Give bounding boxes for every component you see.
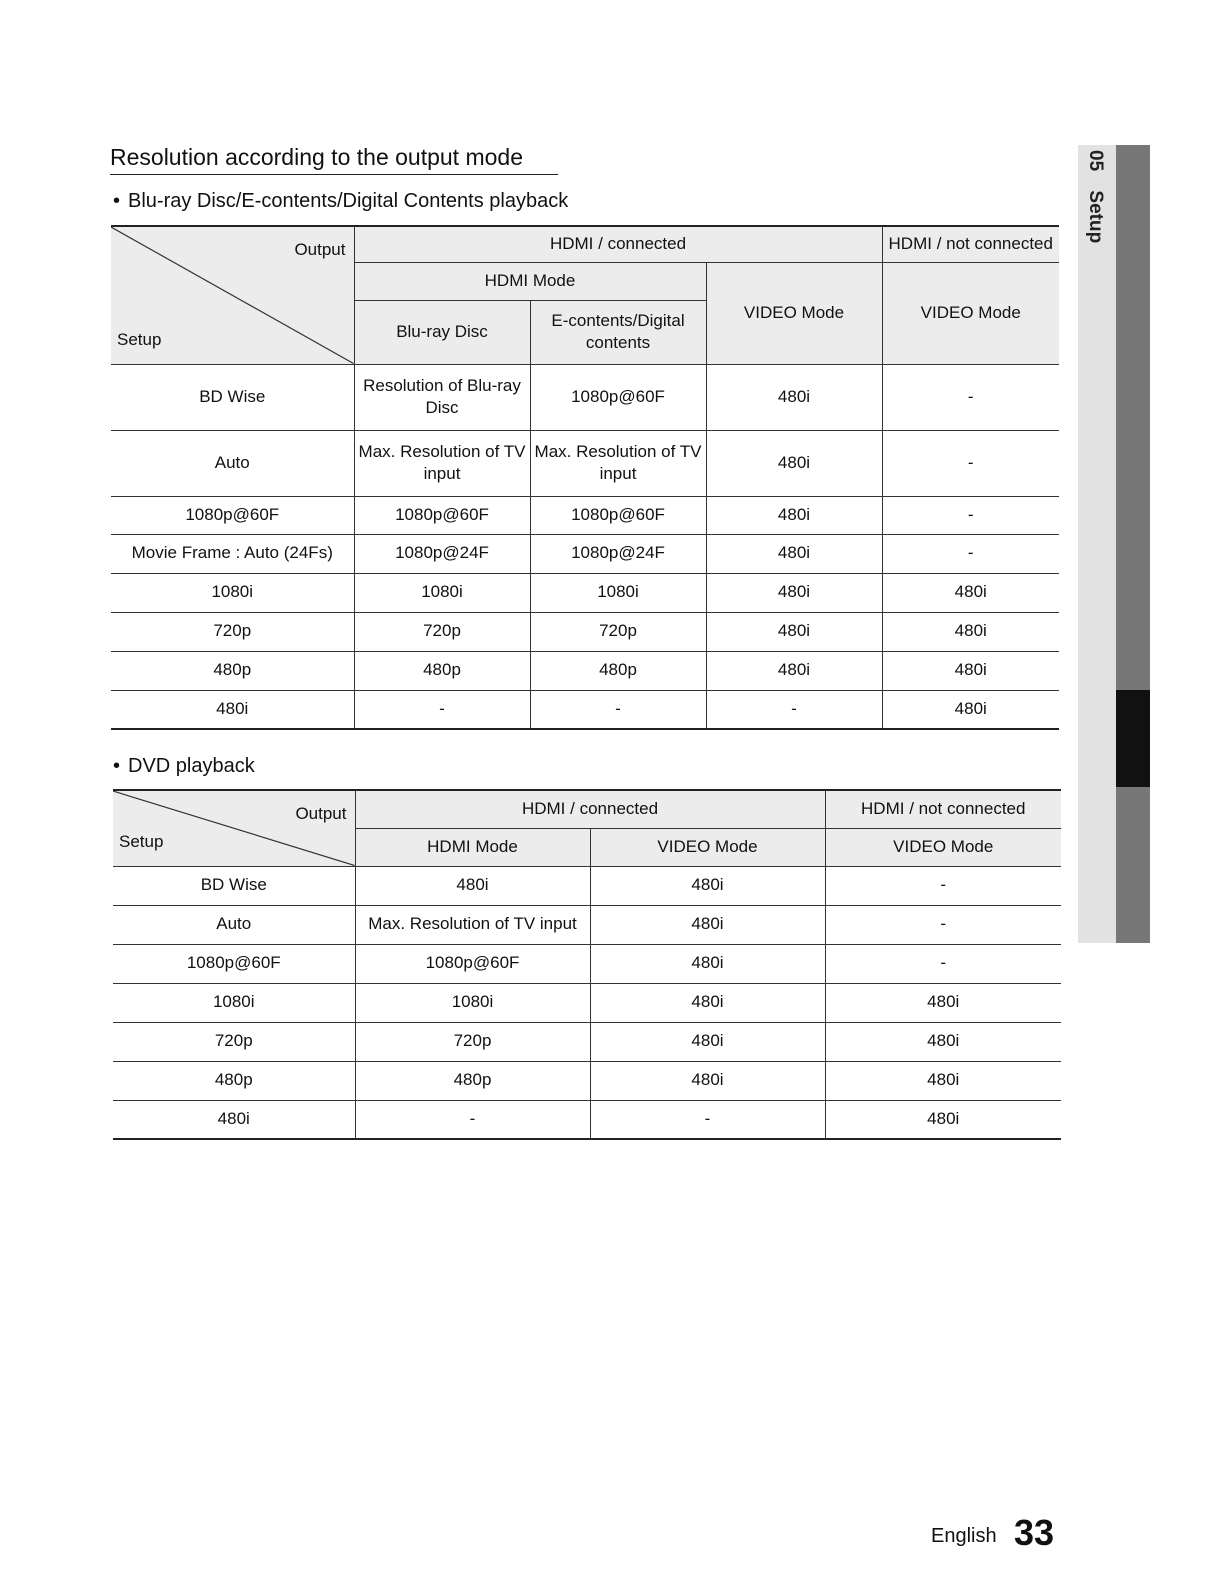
cell: 1080i	[354, 573, 530, 612]
cell: 480i	[706, 573, 882, 612]
cell: 480i	[590, 1061, 825, 1100]
dvd-resolution-table	[113, 789, 1061, 1140]
hdmi-connected-header: HDMI / connected	[354, 226, 882, 262]
bluray-heading: • Blu-ray Disc/E-contents/Digital Contents playback	[113, 190, 568, 213]
setup-cell: BD Wise	[111, 364, 354, 430]
corner-header	[113, 790, 355, 866]
cell: Max. Resolution of TV input	[354, 430, 530, 496]
hdmi-not-connected-header: HDMI / not connected	[825, 790, 1061, 828]
setup-cell: Auto	[111, 430, 354, 496]
setup-cell: 1080i	[111, 573, 354, 612]
setup-cell: Auto	[113, 905, 355, 944]
dvd-heading: • DVD playback	[113, 755, 255, 778]
cell: 1080p@60F	[354, 496, 530, 534]
section-title: Resolution according to the output mode	[110, 144, 558, 175]
bluray-resolution-table	[111, 225, 1059, 730]
table-row	[111, 690, 1059, 729]
chapter-number: 05	[1085, 150, 1106, 172]
bluray-disc-header: Blu-ray Disc	[354, 300, 530, 364]
setup-cell: 1080p@60F	[111, 496, 354, 534]
setup-cell: BD Wise	[113, 866, 355, 905]
cell: 1080i	[355, 983, 590, 1022]
cell: 480i	[825, 1100, 1061, 1139]
table-row	[113, 1022, 1061, 1061]
cell: 480i	[590, 944, 825, 983]
cell: 480i	[882, 612, 1059, 651]
cell: 480p	[530, 651, 706, 690]
page-number: 33	[1014, 1512, 1055, 1553]
table-row	[111, 651, 1059, 690]
cell: -	[882, 364, 1059, 430]
cell: 480p	[354, 651, 530, 690]
video-mode-header: VIDEO Mode	[706, 262, 882, 364]
cell: 720p	[354, 612, 530, 651]
table-row	[113, 983, 1061, 1022]
corner-output-label: Output	[295, 804, 347, 823]
cell: 1080p@60F	[530, 364, 706, 430]
setup-cell: 480i	[111, 690, 354, 729]
cell: 480i	[825, 1061, 1061, 1100]
cell: -	[354, 690, 530, 729]
cell: 480i	[706, 364, 882, 430]
setup-cell: 1080i	[113, 983, 355, 1022]
cell: 480i	[706, 496, 882, 534]
table-row	[113, 944, 1061, 983]
cell: -	[882, 534, 1059, 573]
setup-cell: 480p	[113, 1061, 355, 1100]
table-row	[111, 534, 1059, 573]
cell: 480p	[355, 1061, 590, 1100]
cell: Max. Resolution of TV input	[355, 905, 590, 944]
cell: 720p	[355, 1022, 590, 1061]
corner-header	[111, 226, 354, 364]
footer-language: English	[931, 1525, 997, 1547]
cell: 480i	[355, 866, 590, 905]
chapter-side-tab	[1078, 145, 1150, 943]
cell: 480i	[706, 534, 882, 573]
cell: 480i	[590, 866, 825, 905]
cell: -	[825, 866, 1061, 905]
table-row	[111, 430, 1059, 496]
cell: 1080p@60F	[355, 944, 590, 983]
chapter-name: Setup	[1085, 190, 1106, 244]
table-row	[111, 496, 1059, 534]
setup-cell: 1080p@60F	[113, 944, 355, 983]
hdmi-mode-header: HDMI Mode	[355, 828, 590, 866]
cell: 480i	[590, 905, 825, 944]
cell: Resolution of Blu-ray Disc	[354, 364, 530, 430]
cell: -	[882, 496, 1059, 534]
table-row	[111, 573, 1059, 612]
table-row	[113, 905, 1061, 944]
table-row	[113, 1100, 1061, 1139]
cell: 1080p@60F	[530, 496, 706, 534]
cell: 1080p@24F	[530, 534, 706, 573]
video-mode-header: VIDEO Mode	[590, 828, 825, 866]
cell: 480i	[882, 573, 1059, 612]
cell: 480i	[825, 983, 1061, 1022]
corner-setup-label: Setup	[119, 832, 164, 852]
hdmi-mode-header: HDMI Mode	[354, 262, 706, 300]
cell: 480i	[590, 1022, 825, 1061]
cell: 480i	[882, 651, 1059, 690]
cell: 480i	[882, 690, 1059, 729]
cell: -	[882, 430, 1059, 496]
hdmi-connected-header: HDMI / connected	[355, 790, 825, 828]
cell: 480i	[825, 1022, 1061, 1061]
cell: -	[825, 944, 1061, 983]
side-tab-dark-strip	[1116, 145, 1150, 943]
cell: 480i	[706, 430, 882, 496]
cell: -	[590, 1100, 825, 1139]
cell: 1080i	[530, 573, 706, 612]
table-row	[113, 1061, 1061, 1100]
video-mode-header-not-connected: VIDEO Mode	[825, 828, 1061, 866]
setup-cell: 480i	[113, 1100, 355, 1139]
cell: -	[706, 690, 882, 729]
table-row	[111, 364, 1059, 430]
corner-setup-label: Setup	[117, 330, 162, 350]
cell: 480i	[706, 612, 882, 651]
cell: -	[825, 905, 1061, 944]
econtents-header: E-contents/Digital contents	[530, 300, 706, 364]
setup-cell: 720p	[111, 612, 354, 651]
video-mode-header-not-connected: VIDEO Mode	[882, 262, 1059, 364]
corner-output-label: Output	[294, 240, 346, 259]
table-row	[113, 866, 1061, 905]
setup-cell: 720p	[113, 1022, 355, 1061]
cell: 720p	[530, 612, 706, 651]
hdmi-not-connected-header: HDMI / not connected	[882, 226, 1059, 262]
cell: -	[530, 690, 706, 729]
cell: Max. Resolution of TV input	[530, 430, 706, 496]
cell: -	[355, 1100, 590, 1139]
cell: 480i	[590, 983, 825, 1022]
side-tab-current-marker	[1116, 690, 1150, 787]
chapter-side-label	[1084, 150, 1106, 243]
cell: 480i	[706, 651, 882, 690]
setup-cell: Movie Frame : Auto (24Fs)	[111, 534, 354, 573]
setup-cell: 480p	[111, 651, 354, 690]
table-row	[111, 612, 1059, 651]
cell: 1080p@24F	[354, 534, 530, 573]
